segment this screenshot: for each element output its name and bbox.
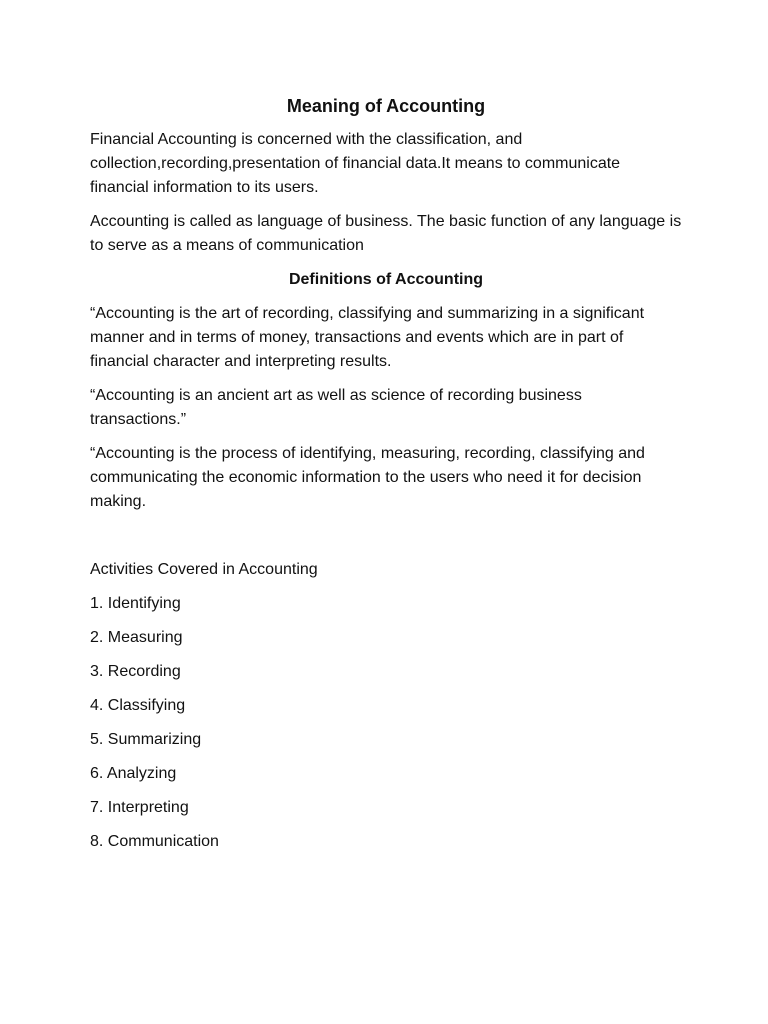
document-content	[90, 95, 682, 864]
list-item: 5. Summarizing	[90, 731, 202, 748]
list-item: 8. Communication	[90, 833, 219, 850]
list-item: 4. Classifying	[90, 697, 186, 714]
list-item: 7. Interpreting	[90, 799, 189, 816]
definition-paragraph: “Accounting is the process of identifying, measuring, recording, classifying and communicating the economic information to the users who need it for decision making.	[90, 445, 645, 510]
blank-line	[90, 524, 682, 558]
definitions-heading: Definitions of Accounting	[288, 271, 484, 288]
intro-paragraph: Financial Accounting is concerned with the classification, and collection,recording,presentation of financial data.It means to communicate financial information to its users.	[90, 131, 621, 196]
definition-paragraph: “Accounting is the art of recording, classifying and summarizing in a significant manner and in terms of money, transactions and events which are in part of financial character and interpreting results.	[90, 305, 645, 370]
definition-paragraph: “Accounting is an ancient art as well as science of recording business transactions.”	[90, 387, 582, 428]
list-item: 1. Identifying	[90, 595, 181, 612]
list-item: 3. Recording	[90, 663, 181, 680]
list-item: 2. Measuring	[90, 629, 183, 646]
intro-paragraph: Accounting is called as language of business. The basic function of any language is to serve as a means of communication	[90, 213, 682, 254]
list-item: 6. Analyzing	[90, 765, 177, 782]
page-title: Meaning of Accounting	[286, 96, 486, 116]
activities-list	[90, 592, 682, 854]
activities-heading: Activities Covered in Accounting	[90, 561, 318, 578]
